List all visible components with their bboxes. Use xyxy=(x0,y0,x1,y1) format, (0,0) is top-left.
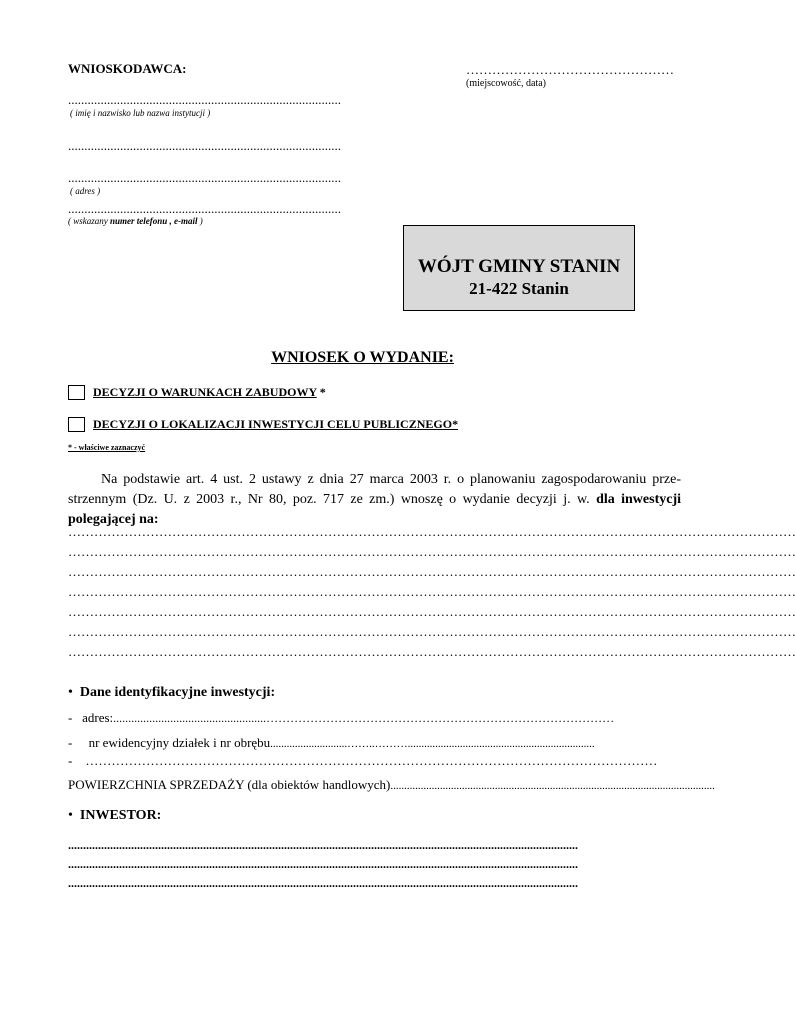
sales-area-label: POWIERZCHNIA SPRZEDAŻY (dla obiektów handlowych) xyxy=(68,777,391,792)
investor-line-2[interactable]: .......................................................................................................................................................................... xyxy=(68,857,578,871)
investment-address-label: adres: xyxy=(82,710,114,725)
place-date-field[interactable]: ………………………………………… xyxy=(466,62,674,77)
description-line-7[interactable]: …………………………………………………………………………………………………………………………………………………… xyxy=(68,644,796,659)
investment-parcel-row: - nr ewidencyjny działek i nr obrębu............................……..……….................................................................... xyxy=(68,735,595,750)
recipient-line-1: WÓJT GMINY STANIN xyxy=(417,256,621,277)
place-date-hint: (miejscowość, data) xyxy=(466,78,546,89)
description-line-5[interactable]: …………………………………………………………………………………………………………………………………………………… xyxy=(68,604,796,619)
request-paragraph: Na podstawie art. 4 ust. 2 ustawy z dnia 27 marca 2003 r. o planowaniu zagospodarowaniu prze-strzennym (Dz. U. z 2003 r., Nr 80, poz. 717 ze zm.) wnoszę o wydanie decyzji j. w. dla inwestycji polegającej na: xyxy=(68,472,681,527)
option-label-zabudowa: DECYZJI O WARUNKACH ZABUDOWY * xyxy=(93,385,326,399)
footnote: * - właściwe zaznaczyć xyxy=(68,443,146,452)
applicant-label: WNIOSKODAWCA: xyxy=(68,61,187,76)
description-line-3[interactable]: …………………………………………………………………………………………………………………………………………………… xyxy=(68,564,796,579)
description-line-4[interactable]: …………………………………………………………………………………………………………………………………………………… xyxy=(68,584,796,599)
investment-extra-field[interactable]: …………………………………………………………………………………………………………………… xyxy=(85,753,658,768)
description-line-6[interactable]: …………………………………………………………………………………………………………………………………………………… xyxy=(68,624,796,639)
description-line-1[interactable]: …………………………………………………………………………………………………………………………………………………… xyxy=(68,524,796,539)
applicant-name-field[interactable]: .................................................................................... xyxy=(68,92,341,107)
form-title: WNIOSEK O WYDANIE: xyxy=(271,349,454,366)
recipient-line-2: 21-422 Stanin xyxy=(469,279,569,298)
investment-address-row: - adres:...................................................…………………………………………………………………………… xyxy=(68,710,615,725)
investor-line-3[interactable]: .......................................................................................................................................................................... xyxy=(68,876,578,890)
investment-parcel-field[interactable]: ............................……..……….................................................................... xyxy=(270,738,595,750)
option-checkbox-cel-publiczny[interactable] xyxy=(68,417,85,432)
recipient-box xyxy=(403,225,635,311)
applicant-address-hint: ( adres ) xyxy=(70,186,101,196)
investment-header: • Dane identyfikacyjne inwestycji: xyxy=(68,685,276,700)
option-label-cel-publiczny: DECYZJI O LOKALIZACJI INWESTYCJI CELU PUBLICZNEGO* xyxy=(93,417,459,431)
applicant-address-field-2[interactable]: .................................................................................... xyxy=(68,170,341,185)
sales-area-field[interactable]: ...................................................................................................................... xyxy=(390,780,715,792)
investment-address-field[interactable]: ...................................................…………………………………………………………………………… xyxy=(113,711,615,725)
bullet-icon: • xyxy=(68,685,80,700)
applicant-phone-hint: ( wskazany numer telefonu , e-mail ) xyxy=(68,216,203,226)
sales-area-row xyxy=(68,777,715,793)
bullet-icon: • xyxy=(68,808,80,823)
investment-parcel-label: nr ewidencyjny działek i nr obrębu xyxy=(88,735,271,750)
investor-line-1[interactable]: .......................................................................................................................................................................... xyxy=(68,838,578,852)
applicant-address-field-1[interactable]: .................................................................................... xyxy=(68,138,341,153)
investor-header: • INWESTOR: xyxy=(68,808,162,823)
applicant-phone-field[interactable]: .................................................................................... xyxy=(68,201,341,216)
investment-extra-row: - …………………………………………………………………………………………………………………… xyxy=(68,753,658,768)
description-line-2[interactable]: …………………………………………………………………………………………………………………………………………………… xyxy=(68,544,796,559)
option-checkbox-zabudowa[interactable] xyxy=(68,385,85,400)
applicant-name-hint: ( imię i nazwisko lub nazwa instytucji ) xyxy=(70,108,211,118)
